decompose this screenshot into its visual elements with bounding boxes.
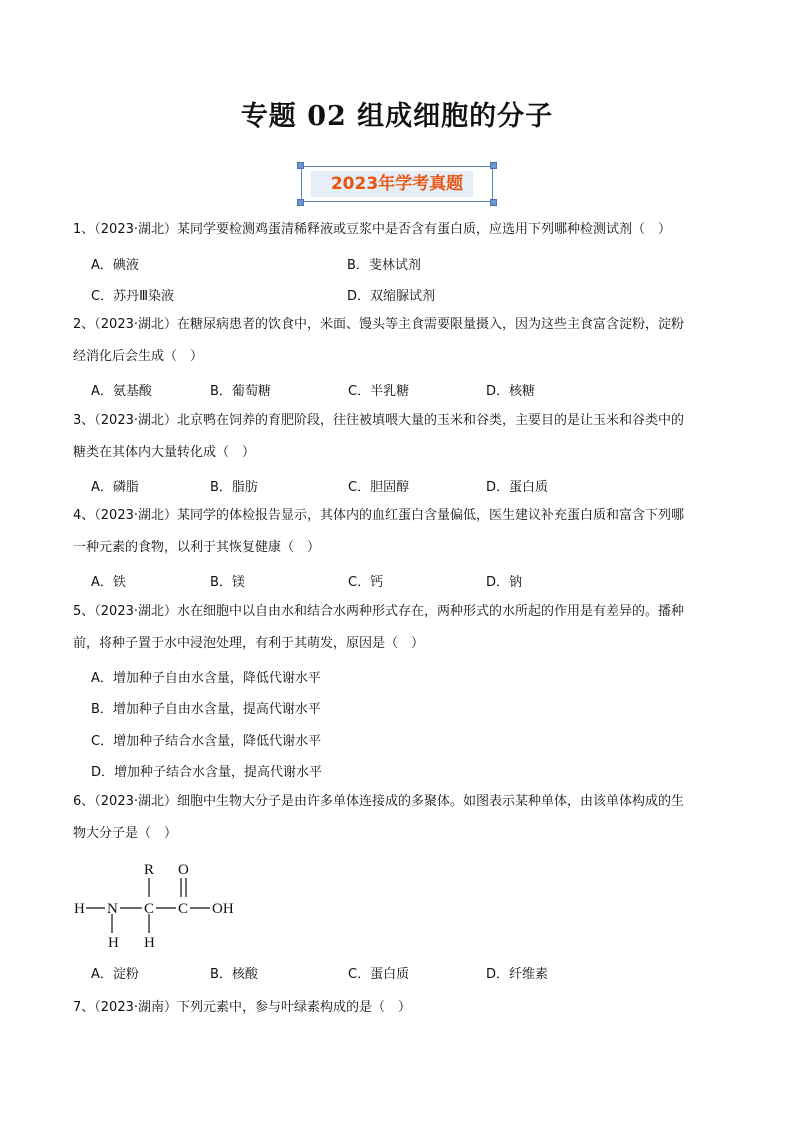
question-3-option-b: B．脂肪 — [210, 480, 258, 495]
structure-h-label: H — [108, 935, 119, 951]
structure-c-label: C — [144, 901, 155, 917]
question-4-option-c: C．钙 — [348, 575, 384, 590]
question-5-option-a: A．增加种子自由水含量，降低代谢水平 — [91, 671, 321, 686]
question-6-option-c: C．蛋白质 — [348, 967, 410, 982]
question-1-option-c: C．苏丹Ⅲ染液 — [91, 289, 175, 304]
structure-o-label: O — [178, 862, 189, 878]
structure-h-label: H — [144, 935, 155, 951]
question-6-option-b: B．核酸 — [210, 967, 258, 982]
question-5-option-c: C．增加种子结合水含量，降低代谢水平 — [91, 734, 322, 749]
question-5-option-b: B．增加种子自由水含量，提高代谢水平 — [91, 702, 321, 717]
question-3-option-c: C．胆固醇 — [348, 480, 410, 495]
question-7-stem: 7、（2023·湖南）下列元素中，参与叶绿素构成的是（ ） — [73, 1000, 411, 1015]
question-2-option-d: D．核糖 — [486, 384, 536, 399]
question-2-stem-line-2: 经消化后会生成（ ） — [73, 349, 204, 364]
question-4-stem-line-2: 一种元素的食物，以利于其恢复健康（ ） — [73, 540, 321, 555]
question-2-stem-line-1: 2、（2023·湖北）在糖尿病患者的饮食中，米面、馒头等主食需要限量摄入，因为这些主食富含淀粉，淀粉 — [73, 317, 684, 332]
question-4-option-d: D．钠 — [486, 575, 523, 590]
question-5-option-d: D．增加种子结合水含量，提高代谢水平 — [91, 765, 323, 780]
question-6-stem-line-1: 6、（2023·湖北）细胞中生物大分子是由许多单体连接成的多聚体。如图表示某种单体，由该单体构成的生 — [73, 794, 684, 809]
question-6-option-d: D．纤维素 — [486, 967, 549, 982]
question-2-option-c: C．半乳糖 — [348, 384, 410, 399]
question-2-option-b: B．葡萄糖 — [210, 384, 271, 399]
question-1-option-a: A．碘液 — [91, 258, 139, 273]
question-5-stem-line-2: 前，将种子置于水中浸泡处理，有利于其萌发，原因是（ ） — [73, 636, 425, 651]
banner-corner-icon — [490, 199, 497, 206]
banner-corner-icon — [297, 162, 304, 169]
question-4-option-b: B．镁 — [210, 575, 245, 590]
structure-r-label: R — [144, 862, 155, 878]
question-4-stem-line-1: 4、（2023·湖北）某同学的体检报告显示，其体内的血红蛋白含量偏低，医生建议补充蛋白质和富含下列哪 — [73, 508, 684, 523]
page-title: 专题 02 组成细胞的分子 — [240, 101, 554, 132]
question-1-option-b: B．斐林试剂 — [347, 258, 421, 273]
section-banner — [297, 162, 499, 208]
question-6-option-a: A．淀粉 — [91, 967, 139, 982]
amino-acid-structure-diagram — [70, 858, 250, 953]
question-3-option-d: D．蛋白质 — [486, 480, 549, 495]
question-1-option-d: D．双缩脲试剂 — [347, 289, 436, 304]
question-4-option-a: A．铁 — [91, 575, 126, 590]
banner-corner-icon — [490, 162, 497, 169]
structure-n-label: N — [107, 901, 118, 917]
question-2-option-a: A．氨基酸 — [91, 384, 152, 399]
question-5-stem-line-1: 5、（2023·湖北）水在细胞中以自由水和结合水两种形式存在，两种形式的水所起的作用是有差异的。播种 — [73, 604, 684, 619]
question-3-stem-line-2: 糖类在其体内大量转化成（ ） — [73, 445, 256, 460]
structure-c-label: C — [178, 901, 189, 917]
structure-oh-label: OH — [212, 901, 234, 917]
question-6-stem-line-2: 物大分子是（ ） — [73, 826, 178, 841]
question-3-option-a: A．磷脂 — [91, 480, 139, 495]
banner-corner-icon — [297, 199, 304, 206]
structure-h-label: H — [74, 901, 85, 917]
question-3-stem-line-1: 3、（2023·湖北）北京鸭在饲养的育肥阶段，往往被填喂大量的玉米和谷类，主要目的是让玉米和谷类中的 — [73, 413, 684, 428]
question-1-stem: 1、（2023·湖北）某同学要检测鸡蛋清稀释液或豆浆中是否含有蛋白质，应选用下列哪种检测试剂（ ） — [73, 222, 671, 237]
banner-label: 2023年学考真题 — [330, 174, 464, 194]
